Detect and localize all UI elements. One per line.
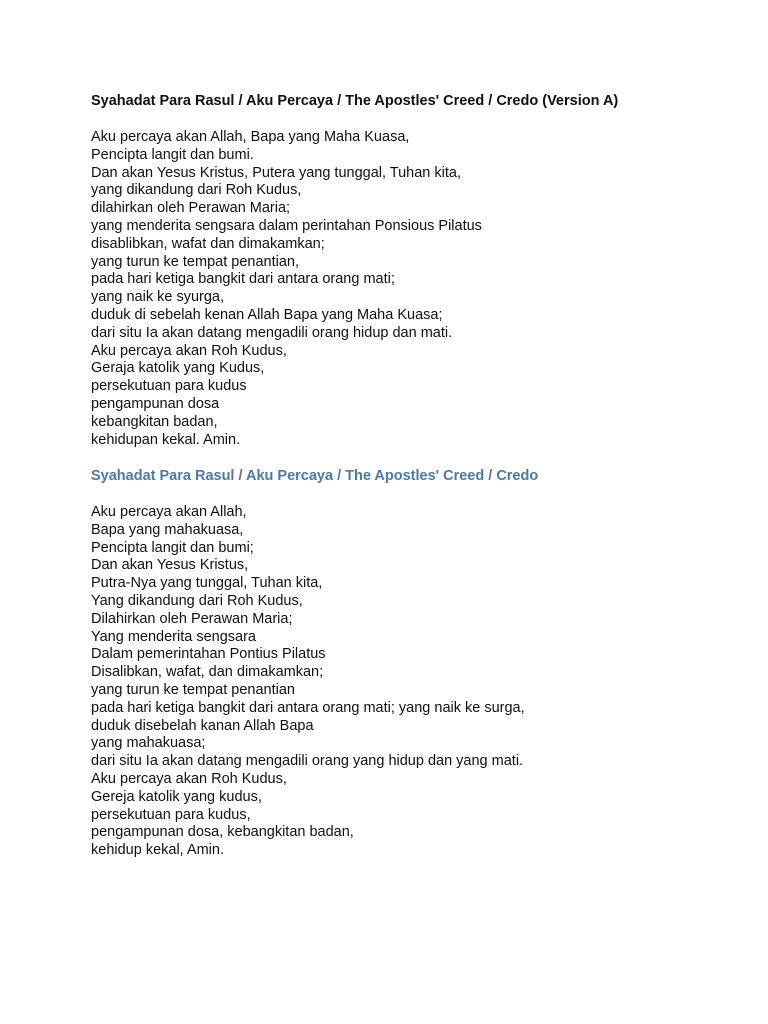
text-line: Dan akan Yesus Kristus, — [91, 557, 249, 574]
creed-version-b — [91, 467, 741, 860]
creed-version-a-title: Syahadat Para Rasul / Aku Percaya / The Apostles' Creed / Credo (Version A) — [91, 93, 619, 109]
text-line: kehidupan kekal. Amin. — [91, 431, 241, 448]
text-line: Aku percaya akan Allah, Bapa yang Maha Kuasa, — [91, 129, 410, 145]
text-line: Geraja katolik yang Kudus, — [91, 360, 265, 377]
text-line: kebangkitan badan, — [91, 413, 218, 430]
text-line: pengampunan dosa — [91, 395, 220, 412]
text-line: Aku percaya akan Allah, — [91, 504, 247, 520]
text-line: Gereja katolik yang kudus, — [91, 788, 262, 805]
text-line: Putra-Nya yang tunggal, Tuhan kita, — [91, 575, 323, 592]
text-line: Dilahirkan oleh Perawan Maria; — [91, 610, 293, 627]
text-line: Aku percaya akan Roh Kudus, — [91, 342, 287, 359]
text-line: dilahirkan oleh Perawan Maria; — [91, 200, 291, 217]
text-line: Yang dikandung dari Roh Kudus, — [91, 592, 303, 609]
text-line: yang turun ke tempat penantian — [91, 681, 295, 698]
text-line: Dan akan Yesus Kristus, Putera yang tunggal, Tuhan kita, — [91, 164, 461, 181]
text-line: yang mahakuasa; — [91, 735, 206, 752]
text-line: Aku percaya akan Roh Kudus, — [91, 770, 287, 787]
text-line: yang turun ke tempat penantian, — [91, 253, 299, 270]
text-line: dari situ Ia akan datang mengadili orang hidup dan mati. — [91, 324, 453, 341]
text-line: yang naik ke syurga, — [91, 289, 224, 306]
text-line: yang dikandung dari Roh Kudus, — [91, 182, 302, 199]
text-line: Pencipta langit dan bumi. — [91, 146, 254, 163]
text-line: dari situ Ia akan datang mengadili orang yang hidup dan yang mati. — [91, 753, 524, 770]
text-line: yang menderita sengsara dalam perintahan Ponsious Pilatus — [91, 217, 482, 234]
text-line: persekutuan para kudus — [91, 378, 247, 395]
text-line: Dalam pemerintahan Pontius Pilatus — [91, 646, 326, 663]
text-line: pengampunan dosa, kebangkitan badan, — [91, 824, 354, 841]
text-line: pada hari ketiga bangkit dari antara orang mati; yang naik ke surga, — [91, 699, 525, 716]
text-line: pada hari ketiga bangkit dari antara orang mati; — [91, 271, 395, 288]
creed-version-a — [91, 92, 741, 449]
text-line: kehidup kekal, Amin. — [91, 842, 224, 859]
text-line: Bapa yang mahakuasa, — [91, 521, 244, 538]
text-line: disablibkan, wafat dan dimakamkan; — [91, 235, 325, 252]
creed-version-a-text — [91, 129, 741, 449]
text-line: persekutuan para kudus, — [91, 806, 251, 823]
text-line: duduk di sebelah kenan Allah Bapa yang Maha Kuasa; — [91, 306, 443, 323]
text-line: duduk disebelah kanan Allah Bapa — [91, 717, 314, 734]
text-line: Pencipta langit dan bumi; — [91, 539, 254, 556]
creed-version-b-text — [91, 504, 741, 860]
creed-version-b-title: Syahadat Para Rasul / Aku Percaya / The Apostles' Creed / Credo — [91, 468, 539, 484]
text-line: Yang menderita sengsara — [91, 628, 256, 645]
text-line: Disalibkan, wafat, dan dimakamkan; — [91, 664, 324, 681]
